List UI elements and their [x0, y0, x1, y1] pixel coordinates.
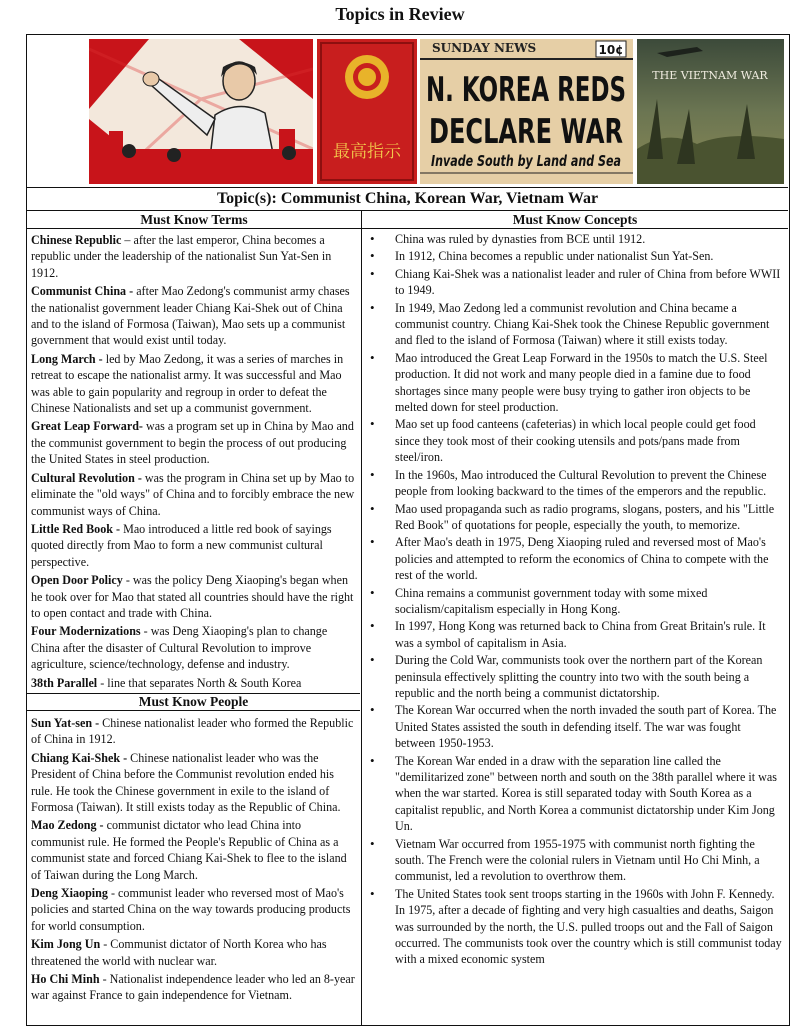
newspaper-subhead: Invade South by Land and Sea [431, 152, 621, 170]
person-name: Sun Yat-sen - [31, 715, 100, 730]
term-entry [31, 675, 356, 691]
vietnam-war-cover-image [637, 39, 784, 184]
separator: - [99, 972, 110, 987]
person-name: Ho Chi Minh [31, 972, 100, 987]
concept-item: • China remains a communist government today with some mixed socialism/capitalism especially in Hong Kong. [370, 585, 782, 618]
term-name: Great Leap Forward- [31, 419, 143, 434]
term-name: Cultural Revolution - [31, 470, 142, 485]
term-entry [31, 283, 356, 349]
concept-item: • The Korean War occurred when the north invaded the south part of Korea. The United States assisted the south in defending itself. The war was fought between 1950-1953. [370, 702, 782, 751]
image-banner [27, 35, 788, 188]
newspaper-headline-1: N. KOREA REDS [426, 70, 626, 110]
people-header: Must Know People [27, 693, 360, 711]
separator: - [122, 573, 133, 588]
term-definition: was the program in China set up by Mao to eliminate the "old ways" of China and to forcibly embrace the new communist ways of China. [31, 470, 355, 518]
term-name: Long March - [31, 351, 103, 366]
concept-item: • China was ruled by dynasties from BCE until 1912. [370, 231, 782, 247]
dvd-title: THE VIETNAM WAR [652, 69, 768, 82]
person-name: Deng Xiaoping [31, 886, 108, 901]
term-name: Open Door Policy [31, 573, 123, 588]
terms-column [31, 232, 356, 1006]
concept-item: • Mao introduced the Great Leap Forward in the 1950s to match the U.S. Steel production. It did not work and many people died in a famine due to food shortages since many people were busy trying to gather iron objects to be melted down for steel production. [370, 350, 782, 416]
term-definition: Mao introduced a little red book of sayings quoted directly from Mao to form a new communist cultural perspective. [31, 521, 332, 569]
person-entry [31, 750, 356, 816]
person-description: Chinese nationalist leader who was the President of China before the Communist revolution ended his rule. He took the Chinese government in exile to the island of Formosa (Taiwan). It still exists today as the Republic of China. [31, 750, 341, 814]
concept-item: • Mao set up food canteens (cafeterias) in which local people could get food since they took most of their cooking utensils and pots/pans made from steel/iron. [370, 416, 782, 465]
concept-item: • Vietnam War occurred from 1955-1975 with communist north fighting the south. The French were the colonial rulers in Vietnam until Ho Chi Minh, a communist, led a revolution to overthrow them. [370, 836, 782, 885]
term-entry [31, 572, 356, 621]
concepts-header: Must Know Concepts [362, 211, 788, 229]
term-definition: was a program set up in China by Mao and the communist government to begin the process of out producing the United States in steel production. [31, 419, 354, 467]
separator: - [100, 937, 111, 952]
people-list [31, 715, 356, 1004]
term-entry [31, 418, 356, 467]
review-sheet [26, 34, 790, 1026]
concept-item: • Chiang Kai-Shek was a nationalist leader and ruler of China from before WWII to 1949. [370, 266, 782, 299]
term-name: 38th Parallel [31, 675, 98, 690]
person-entry [31, 971, 356, 1004]
concepts-list [370, 231, 782, 968]
concept-item: • During the Cold War, communists took over the northern part of the Korean peninsula effectively splitting the country into two with the south being a republic and the north being a communist dictatorship. [370, 652, 782, 701]
concept-item: • The Korean War ended in a draw with the separation line called the "demilitarized zone" between north and south on the 38th parallel where it was when the war started. Korea is still separated today with South Korea as a capitalist republic, and North Korea a communist dictatorship under Kim Jong Un. [370, 753, 782, 835]
person-description: communist dictator who lead China into communist rule. He formed the People's Republic of China as a communist state and forced Chiang Kai-Shek to flee to the island of Taiwan during the Long March. [31, 818, 347, 882]
term-entry [31, 351, 356, 417]
concept-item: • Mao used propaganda such as radio programs, slogans, posters, and his "Little Red Book" of quotations for people, especially the youth, to memorize. [370, 501, 782, 534]
topic-heading: Topic(s): Communist China, Korean War, Vietnam War [27, 188, 788, 211]
term-name: Little Red Book - [31, 521, 121, 536]
person-entry [31, 817, 356, 883]
newspaper-price: 10¢ [598, 43, 624, 57]
mao-propaganda-poster-image [89, 39, 313, 184]
page-title: Topics in Review [335, 4, 465, 24]
person-name: Chiang Kai-Shek - [31, 750, 128, 765]
term-definition: was the policy Deng Xiaoping's began when he took over for Mao that stated all countries should have the right to open contact and trade with China. [31, 573, 354, 620]
term-name: Four Modernizations [31, 624, 141, 639]
separator: - [97, 675, 108, 690]
red-book-cover-text: 最高指示 [333, 142, 401, 162]
term-entry [31, 521, 356, 570]
newspaper-masthead: SUNDAY NEWS [432, 41, 537, 55]
term-definition: after the last emperor, China becomes a republic under the leadership of the nationalist Sun Yat-Sen in 1912. [31, 233, 332, 280]
separator: - [140, 624, 151, 639]
person-entry [31, 885, 356, 934]
term-entry [31, 623, 356, 672]
person-entry [31, 936, 356, 969]
concept-item: • In 1949, Mao Zedong led a communist revolution and China became a communist country. Chiang Kai-Shek took the Chinese Republic government and fled to the island of Formosa (Taiwan) where it still exists today. [370, 300, 782, 349]
person-entry [31, 715, 356, 748]
term-entry [31, 232, 356, 281]
term-definition: led by Mao Zedong, it was a series of marches in retreat to escape the nationalist army. It was successful and Mao was able to gain popularity and regroup in order to defeat the Chinese Nationalists and set up a communist government. [31, 351, 344, 416]
term-entry [31, 470, 356, 519]
person-description: Nationalist independence leader who led an 8-year war against France to gain independence for Vietnam. [31, 972, 355, 1003]
term-definition: after Mao Zedong's communist army chases the nationalist government leader Chiang Kai-Shek out of China and to the island of Formosa (Taiwan), Mao sets up a communist government that would exist until today. [31, 284, 350, 348]
person-description: Chinese nationalist leader who formed the Republic of China in 1912. [31, 715, 354, 747]
concept-item: • In 1997, Hong Kong was returned back to China from Great Britain's rule. It was a symbol of capitalism in Asia. [370, 618, 782, 651]
concept-item: • In the 1960s, Mao introduced the Cultural Revolution to prevent the Chinese people from looking backward to the times of the emperors and the republic. [370, 467, 782, 500]
terms-list [31, 232, 356, 691]
concept-item: • In 1912, China becomes a republic under nationalist Sun Yat-Sen. [370, 248, 782, 264]
person-description: communist leader who reversed most of Mao's policies and started China on the way towards producing products for world consumption. [31, 886, 351, 933]
concept-item: • After Mao's death in 1975, Deng Xiaoping ruled and reversed most of Mao's policies and attempted to reform the economics of China to compete with the rest of the world. [370, 534, 782, 583]
concept-item: • The United States took sent troops starting in the 1960s with John F. Kennedy. In 1975, after a decade of fighting and very high casualties and deaths, Saigon was surrounded by the north, the U.S. pulled troops out and the Fall of Saigon occurred. The communists took over the country which is still communist today with a mixed economic system [370, 886, 782, 968]
separator: – [121, 233, 134, 247]
term-definition: was Deng Xiaoping's plan to change China after the disaster of Cultural Revolution to improve agriculture, science/technology, defense and industry. [31, 624, 328, 672]
term-definition: line that separates North & South Korea [107, 675, 302, 690]
term-name: Communist China - [31, 284, 134, 299]
separator: - [107, 886, 119, 901]
newspaper-image [420, 39, 633, 184]
newspaper-headline-2: DECLARE WAR [429, 112, 623, 152]
term-name: Chinese Republic [31, 233, 122, 247]
person-name: Kim Jong Un [31, 937, 101, 952]
little-red-book-image [317, 39, 417, 184]
concepts-column [370, 231, 782, 969]
person-description: Communist dictator of North Korea who has threatened the world with nuclear war. [31, 937, 327, 968]
terms-header: Must Know Terms [27, 211, 361, 229]
person-name: Mao Zedong - [31, 818, 104, 833]
column-divider [361, 210, 362, 1025]
